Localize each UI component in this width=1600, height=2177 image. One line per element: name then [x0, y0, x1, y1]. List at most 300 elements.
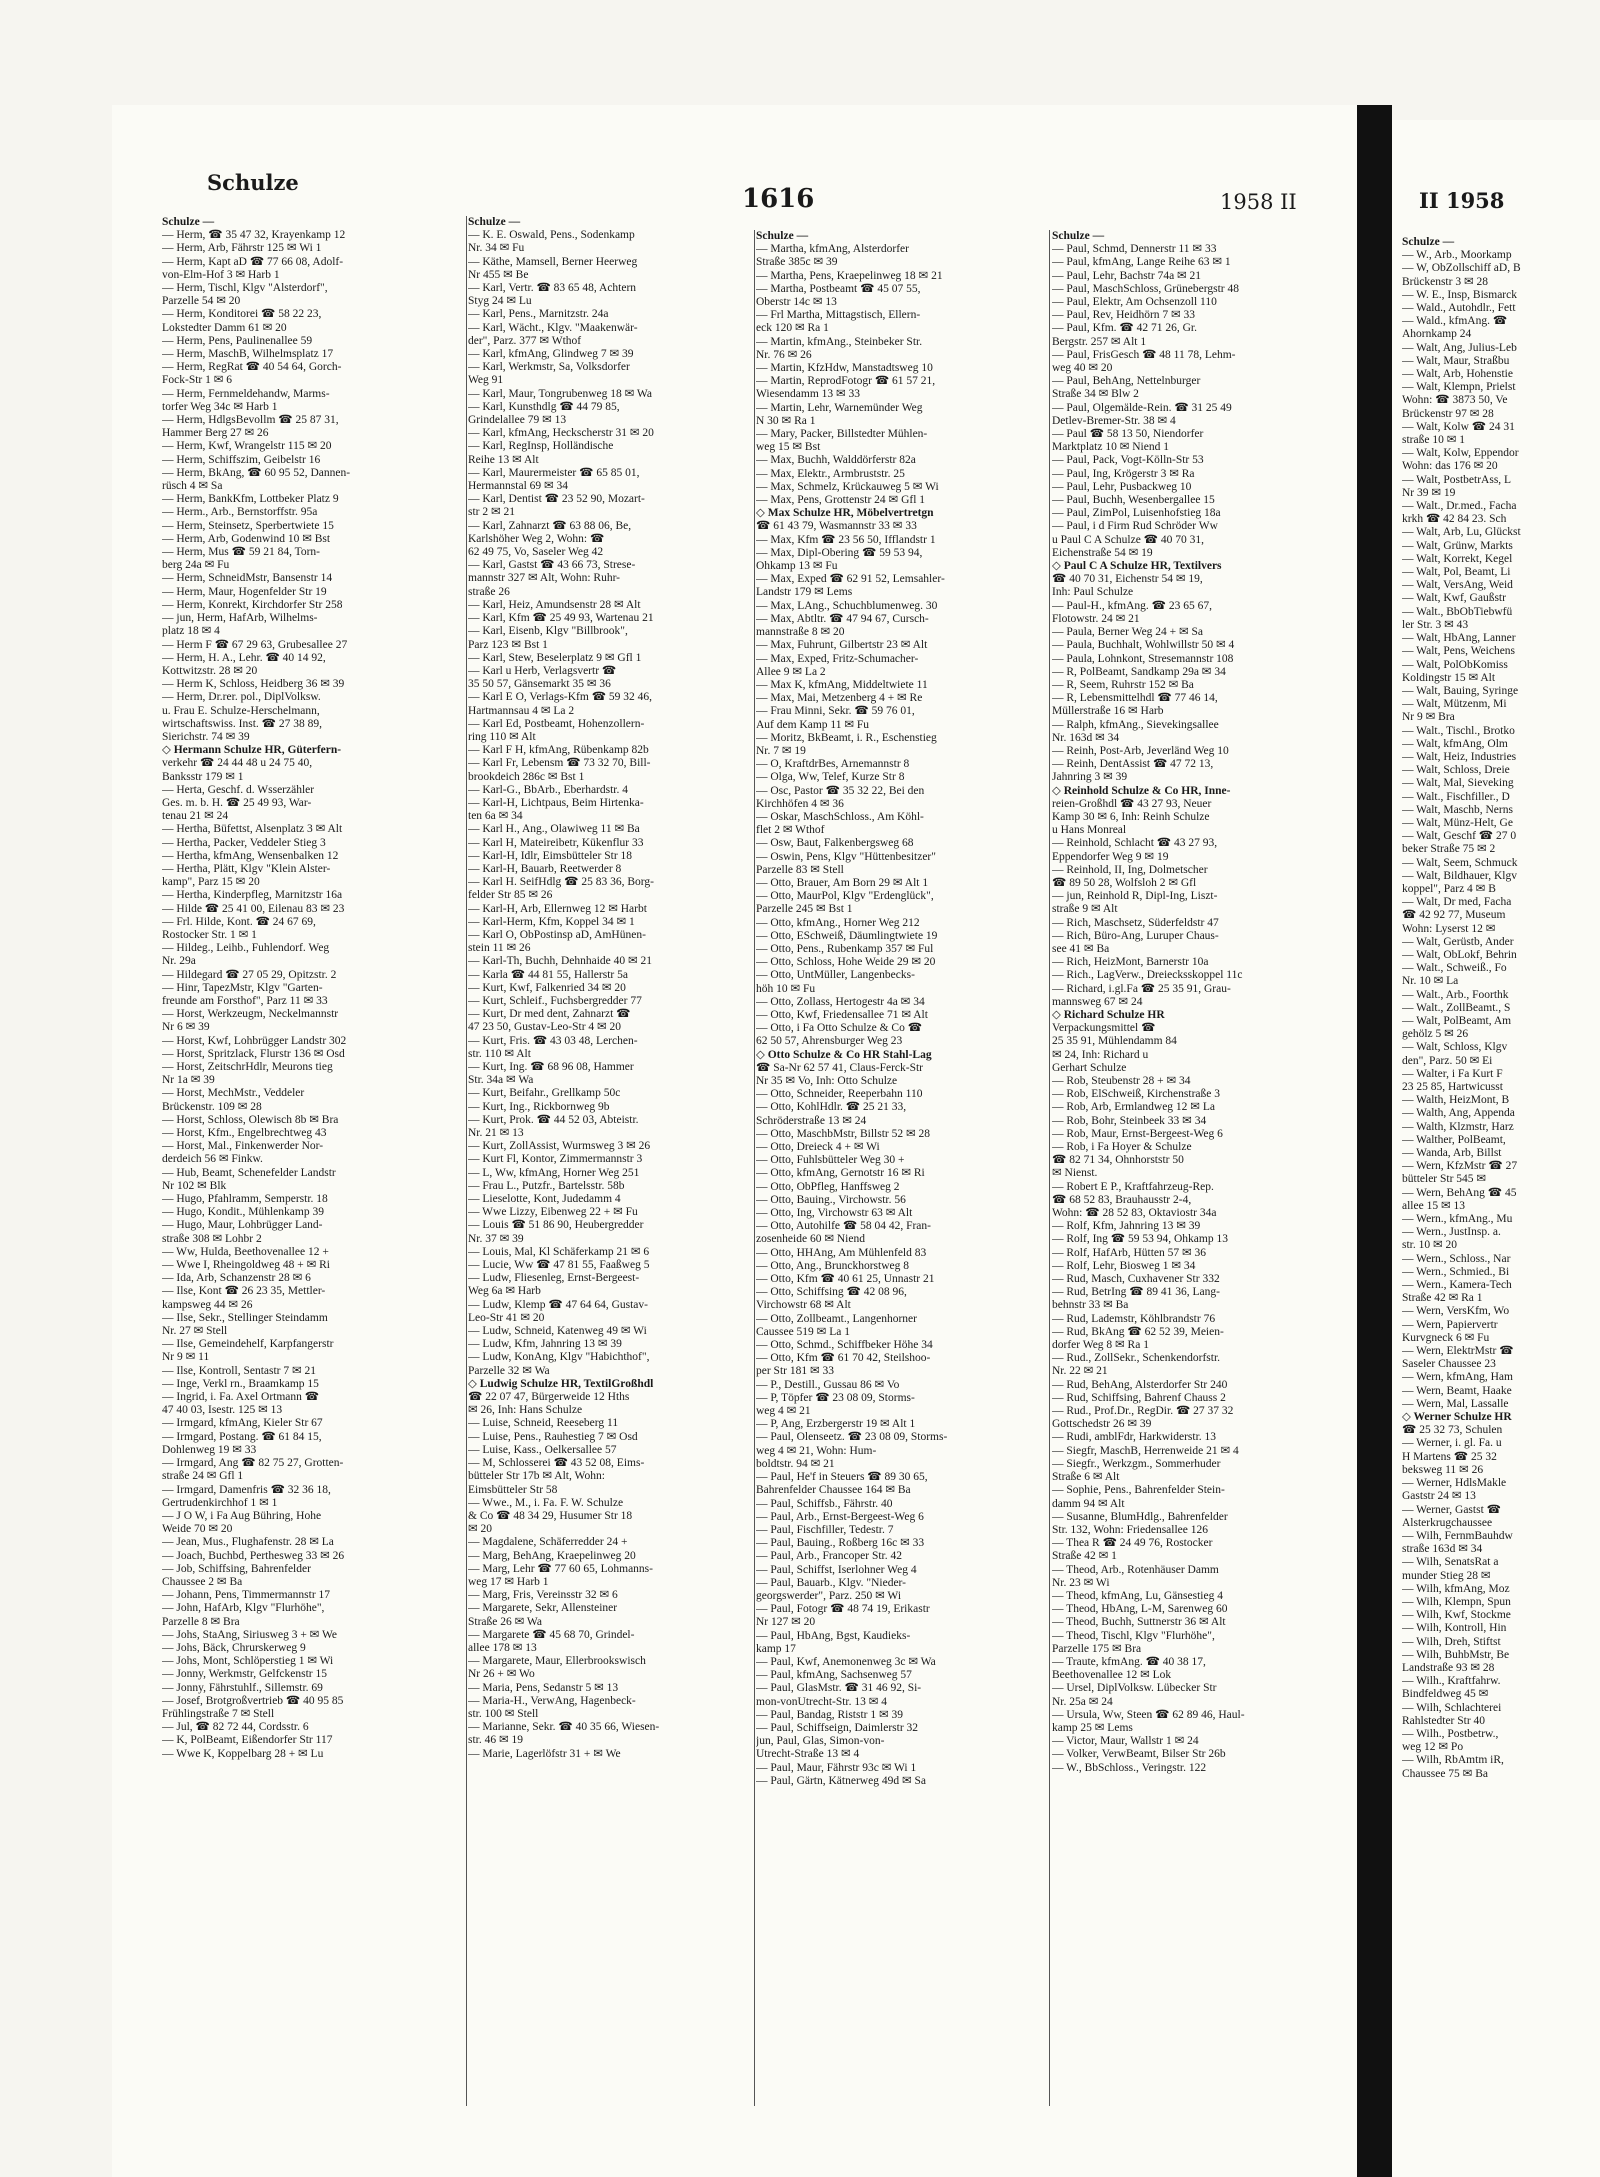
- directory-entry-line: — R, PolBeamt, Sandkamp 29a ✉ 34: [1052, 665, 1226, 678]
- directory-entry-line: Oberstr 14c ✉ 13: [756, 296, 837, 309]
- directory-entry-line: — Paul, Schiffsb., Fährstr. 40: [756, 1497, 893, 1510]
- directory-entry-line: allee 178 ✉ 13: [468, 1641, 537, 1654]
- directory-entry-line: gehölz 5 ✉ 26: [1402, 1028, 1469, 1041]
- directory-entry-line: — Rob, Bohr, Steinbeek 33 ✉ 34: [1052, 1114, 1207, 1127]
- directory-entry-line: — Werner, i. gl. Fa. u: [1402, 1437, 1502, 1450]
- directory-entry-line: — Paul, Bandag, Riststr 1 ✉ 39: [756, 1708, 903, 1721]
- directory-entry-line: — Paul, Lehr, Pusbackweg 10: [1052, 480, 1192, 493]
- directory-entry-line: — Richard, i.gl.Fa ☎ 25 35 91, Grau-: [1052, 982, 1231, 995]
- directory-entry-line: — Herm, Dr.rer. pol., DiplVolksw.: [162, 691, 321, 704]
- directory-entry-line: flet 2 ✉ Wthof: [756, 824, 825, 837]
- directory-entry-line: — Walt, Pens, Weichens: [1402, 645, 1516, 658]
- directory-entry-line: Nr. 21 ✉ 13: [468, 1127, 524, 1140]
- directory-entry-line: Styg 24 ✉ Lu: [468, 295, 532, 308]
- directory-entry-line: — Herm, Kwf, Wrangelstr 115 ✉ 20: [162, 440, 332, 453]
- directory-entry-line: — Herm, BankKfm, Lottbeker Platz 9: [162, 493, 339, 506]
- directory-entry-line: Frühlingstraße 7 ✉ Stell: [162, 1707, 275, 1720]
- directory-entry-line: — Herm, Pens, Paulinenallee 59: [162, 334, 313, 347]
- directory-entry-line: — Otto, Autohilfe ☎ 58 04 42, Fran-: [756, 1220, 931, 1233]
- directory-entry-line: Nr. 10 ✉ La: [1402, 975, 1459, 988]
- directory-entry-line: 62 50 57, Ahrensburger Weg 23: [756, 1035, 903, 1048]
- directory-entry-line: Ahornkamp 24: [1402, 328, 1472, 341]
- directory-entry-line: ◇ Max Schulze HR, Möbelvertretgn: [756, 507, 934, 520]
- directory-entry-line: Gerhart Schulze: [1052, 1061, 1127, 1074]
- directory-entry-line: Nr. 37 ✉ 39: [468, 1232, 524, 1245]
- directory-entry-line: — Paul, He'f in Steuers ☎ 89 30 65,: [756, 1471, 928, 1484]
- directory-entry-line: Wiesendamm 13 ✉ 33: [756, 388, 861, 401]
- directory-entry-line: ☎ 22 07 47, Bürgerweide 12 Hths: [468, 1391, 630, 1404]
- directory-entry-line: — Wilh, Kwf, Stockme: [1402, 1609, 1511, 1622]
- directory-entry-line: Reihe 13 ✉ Alt: [468, 453, 539, 466]
- directory-entry-line: — Herm, RegRat ☎ 40 54 64, Gorch-: [162, 361, 342, 374]
- directory-entry-line: — Ida, Arb, Schanzenstr 28 ✉ 6: [162, 1272, 311, 1285]
- directory-entry-line: — Louis ☎ 51 86 90, Heubergredder: [468, 1219, 644, 1232]
- directory-entry-line: — Walt, ObLokf, Behrin: [1402, 948, 1517, 961]
- directory-entry-line: N 30 ✉ Ra 1: [756, 414, 816, 427]
- directory-entry-line: Bahrenfelder Chaussee 164 ✉ Ba: [756, 1484, 911, 1497]
- directory-entry-line: — Paul, Ing, Krögerstr 3 ✉ Ra: [1052, 467, 1195, 480]
- directory-entry-line: Flotowstr. 24 ✉ 21: [1052, 612, 1140, 625]
- directory-entry-line: — Rolf, Lehr, Biosweg 1 ✉ 34: [1052, 1259, 1196, 1272]
- directory-entry-line: — Paul, Fischfiller, Tedestr. 7: [756, 1523, 894, 1536]
- directory-entry-line: per Str 181 ✉ 33: [756, 1365, 834, 1378]
- directory-entry-line: Straße 34 ✉ Blw 2: [1052, 388, 1139, 401]
- directory-entry-line: — Paul, Olgemälde-Rein. ☎ 31 25 49: [1052, 401, 1232, 414]
- directory-entry-line: — Wanda, Arb, Billst: [1402, 1147, 1502, 1160]
- directory-entry-line: kamp 25 ✉ Lems: [1052, 1721, 1133, 1734]
- directory-entry-line: — R, Lebensmittelhdl ☎ 77 46 14,: [1052, 692, 1218, 705]
- directory-entry-line: — Otto, Ang., Brunckhorstweg 8: [756, 1259, 910, 1272]
- directory-entry-line: Grindelallee 79 ✉ 13: [468, 414, 567, 427]
- directory-entry-line: Landstraße 93 ✉ 28: [1402, 1661, 1495, 1674]
- directory-entry-line: — Otto, Kwf, Friedensallee 71 ✉ Alt: [756, 1008, 928, 1021]
- directory-entry-line: str. 46 ✉ 19: [468, 1734, 524, 1747]
- directory-entry-line: — Karl, Eisenb, Klgv "Billbrook",: [468, 625, 628, 638]
- directory-entry-line: — Otto, Kfm ☎ 40 61 25, Unnastr 21: [756, 1273, 935, 1286]
- directory-entry-line: mannsweg 67 ✉ 24: [1052, 995, 1143, 1008]
- directory-entry-line: str. 100 ✉ Stell: [468, 1707, 539, 1720]
- directory-entry-line: — Wilh., Postbetrw.,: [1402, 1727, 1499, 1740]
- directory-entry-line: — Paul, Gärtn, Kätnerweg 49d ✉ Sa: [756, 1774, 926, 1787]
- directory-entry-line: freunde am Forsthof", Parz 11 ✉ 33: [162, 994, 328, 1007]
- directory-entry-line: — Frau Minni, Sekr. ☎ 59 76 01,: [756, 705, 915, 718]
- directory-entry-line: — Karl F H, kfmAng, Rübenkamp 82b: [468, 744, 649, 757]
- directory-entry-line: — Hilde ☎ 25 41 00, Eilenau 83 ✉ 23: [162, 902, 345, 915]
- directory-entry-line: — Karl-G., BbArb., Eberhardstr. 4: [468, 783, 629, 796]
- directory-entry-line: — Herm, Schiffszim, Geibelstr 16: [162, 453, 321, 466]
- directory-entry-line: — Max, Mai, Metzenberg 4 + ✉ Re: [756, 692, 923, 705]
- directory-entry-line: — Horst, ZeitschrHdlr, Meurons tieg: [162, 1061, 333, 1073]
- directory-entry-line: — Karl, Pens., Marnitzstr. 24a: [468, 308, 609, 321]
- directory-entry-line: — Max, Elektr., Armbruststr. 25: [756, 467, 905, 480]
- directory-entry-line: — Paul, Buchh, Wesenbergallee 15: [1052, 494, 1215, 507]
- directory-entry-line: Beethovenallee 12 ✉ Lok: [1052, 1669, 1172, 1682]
- directory-entry-line: — Walt, Heiz, Industries: [1402, 750, 1517, 763]
- directory-entry-line: Eichenstraße 54 ✉ 19: [1052, 546, 1153, 559]
- directory-entry-line: — Paul, Lehr, Bachstr 74a ✉ 21: [1052, 269, 1202, 282]
- column-divider: [466, 216, 467, 2106]
- directory-entry-line: — Herm K, Schloss, Heidberg 36 ✉ 39: [162, 678, 345, 691]
- directory-entry-line: — Karl, Kunsthdlg ☎ 44 79 85,: [468, 400, 620, 413]
- directory-entry-line: Kamp 30 ✉ 6, Inh: Reinh Schulze: [1052, 810, 1210, 823]
- directory-entry-line: — Ilse, Kont ☎ 26 23 35, Mettler-: [162, 1285, 326, 1298]
- directory-entry-line: zosenheide 60 ✉ Niend: [756, 1233, 865, 1246]
- directory-entry-line: Caussee 519 ✉ La 1: [756, 1325, 850, 1338]
- directory-entry-line: — Walth, HeizMont, B: [1402, 1094, 1510, 1107]
- directory-entry-line: — Martin, KfzHdw, Manstadtsweg 10: [756, 362, 933, 375]
- directory-entry-line: straße 10 ✉ 1: [1402, 434, 1465, 447]
- directory-entry-line: Parzelle 83 ✉ Stell: [756, 863, 844, 876]
- directory-entry-line: — Herm, Kapt aD ☎ 77 66 08, Adolf-: [162, 255, 344, 268]
- directory-entry-line: — Walt, Grünw, Markts: [1402, 539, 1513, 552]
- directory-entry-line: — Martha, kfmAng, Alsterdorfer: [756, 243, 909, 256]
- directory-entry-line: brookdeich 286c ✉ Bst 1: [468, 770, 585, 783]
- directory-entry-line: Karlshöher Weg 2, Wohn: ☎: [468, 532, 605, 545]
- directory-entry-line: — Paul, Pack, Vogt-Kölln-Str 53: [1052, 454, 1204, 467]
- directory-entry-line: weg 15 ✉ Bst: [756, 441, 821, 454]
- directory-entry-line: — Rud., ZollSekr., Schenkendorfstr.: [1052, 1352, 1221, 1365]
- directory-entry-line: — Walt, VersAng, Weid: [1402, 579, 1513, 592]
- directory-entry-line: — Louis, Mal, Kl Schäferkamp 21 ✉ 6: [468, 1245, 650, 1258]
- directory-entry-line: ☎ 40 70 31, Eichenstr 54 ✉ 19,: [1052, 573, 1203, 586]
- directory-entry-line: Nr 1a ✉ 39: [162, 1074, 215, 1087]
- directory-entry-line: — Horst, MechMstr., Veddeler: [162, 1087, 305, 1100]
- directory-entry-line: — Johs, Bäck, Chrurskerweg 9: [162, 1641, 306, 1654]
- directory-entry-line: bütteler Str 17b ✉ Alt, Wohn:: [468, 1470, 605, 1483]
- directory-entry-line: — Paul, HbAng, Bgst, Kaudieks-: [756, 1629, 911, 1642]
- directory-entry-line: kamp", Parz 15 ✉ 20: [162, 876, 260, 889]
- directory-entry-line: u Paul C A Schulze ☎ 40 70 31,: [1052, 533, 1205, 546]
- directory-entry-line: — Kurt, Ing. ☎ 68 96 08, Hammer: [468, 1061, 634, 1073]
- directory-entry-line: — Karl-H, Lichtpaus, Beim Hirtenka-: [468, 796, 644, 809]
- directory-entry-line: — Walt., BbObTiebwfü: [1402, 605, 1513, 618]
- directory-entry-line: Virchowstr 68 ✉ Alt: [756, 1299, 851, 1312]
- directory-entry-line: Hartmannsau 4 ✉ La 2: [468, 704, 575, 717]
- directory-entry-line: — Theod, Buchh, Suttnerstr 36 ✉ Alt: [1052, 1616, 1226, 1629]
- directory-entry-line: Nr. 29a: [162, 955, 196, 968]
- directory-entry-line: — Walt, Bildhauer, Klgv: [1402, 869, 1517, 882]
- directory-entry-line: — Margarete, Maur, Ellerbrookswisch: [468, 1655, 646, 1668]
- directory-entry-line: Alsterkrugchaussee: [1402, 1516, 1493, 1529]
- directory-entry-line: — Victor, Maur, Wallstr 1 ✉ 24: [1052, 1735, 1199, 1748]
- directory-entry-line: Detlev-Bremer-Str. 38 ✉ 4: [1052, 414, 1176, 427]
- directory-entry-line: — Walt, HbAng, Lanner: [1402, 632, 1516, 645]
- directory-entry-line: Gottschedstr 26 ✉ 39: [1052, 1418, 1152, 1431]
- directory-entry-line: — Theod, HbAng, L-M, Sarenweg 60: [1052, 1603, 1228, 1616]
- directory-entry-line: weg 17 ✉ Harb 1: [468, 1575, 549, 1588]
- directory-entry-line: ✉ Nienst.: [1052, 1167, 1098, 1180]
- directory-entry-line: — Rob, Maur, Ernst-Bergeest-Weg 6: [1052, 1127, 1223, 1140]
- directory-entry-line: Allee 9 ✉ La 2: [756, 665, 826, 678]
- directory-entry-line: — Herm, MaschB, Wilhelmsplatz 17: [162, 348, 334, 361]
- directory-entry-line: — Paula, Berner Weg 24 + ✉ Sa: [1052, 626, 1204, 639]
- directory-entry-line: — Hertha, Büfettst, Alsenplatz 3 ✉ Alt: [162, 823, 343, 836]
- directory-entry-line: — Wern, ElektrMstr ☎: [1402, 1345, 1514, 1358]
- directory-entry-line: — Karla ☎ 44 81 55, Hallerstr 5a: [468, 968, 628, 981]
- directory-entry-line: ☎ 61 43 79, Wasmannstr 33 ✉ 33: [756, 520, 917, 533]
- column-heading: Schulze —: [1402, 236, 1455, 248]
- directory-entry-line: damm 94 ✉ Alt: [1052, 1497, 1125, 1510]
- directory-entry-line: Koldingstr 15 ✉ Alt: [1402, 671, 1496, 684]
- directory-entry-line: — Wern., Schloss., Nar: [1402, 1252, 1511, 1265]
- directory-entry-line: — Thea R ☎ 24 49 76, Rostocker: [1052, 1537, 1213, 1550]
- right-page-header: II 1958: [1419, 188, 1505, 213]
- directory-entry-line: Nr 9 ✉ Bra: [1402, 711, 1455, 724]
- column-divider: [1049, 230, 1050, 2106]
- directory-entry-line: — Otto, kfmAng, Gernotstr 16 ✉ Ri: [756, 1167, 925, 1180]
- directory-entry-line: — Reinh, Post-Arb, Jeverländ Weg 10: [1052, 744, 1229, 757]
- directory-entry-line: Sierichstr. 74 ✉ 39: [162, 730, 250, 743]
- directory-entry-line: — Wwe., M., i. Fa. F. W. Schulze: [468, 1496, 624, 1509]
- directory-entry-line: — Frl Martha, Mittagstisch, Ellern-: [756, 309, 921, 322]
- directory-entry-line: — Ludw, Kfm, Jahnring 13 ✉ 39: [468, 1338, 622, 1351]
- directory-entry-line: — Otto, ESchweiß, Däumlingtwiete 19: [756, 929, 938, 942]
- directory-entry-line: — Walth, Klzmstr, Harz: [1402, 1120, 1514, 1133]
- directory-entry-line: Nr. 25a ✉ 24: [1052, 1695, 1113, 1708]
- directory-entry-line: — Johs, StaAng, Siriusweg 3 + ✉ We: [162, 1628, 338, 1641]
- directory-entry-line: — Mary, Packer, Billstedter Mühlen-: [756, 428, 928, 441]
- directory-entry-line: str 2 ✉ 21: [468, 506, 516, 519]
- directory-entry-line: — Rob, i Fa Hoyer & Schulze: [1052, 1141, 1192, 1154]
- directory-entry-line: weg 12 ✉ Po: [1402, 1741, 1464, 1754]
- directory-entry-line: — Karl, Wächt., Klgv. "Maakenwär-: [468, 321, 638, 334]
- directory-entry-line: — Herta, Geschf. d. Wsserzähler: [162, 783, 315, 796]
- directory-entry-line: — Walt, PolObKomiss: [1402, 658, 1508, 671]
- directory-entry-line: — Rich, Maschsetz, Süderfeldstr 47: [1052, 916, 1219, 929]
- directory-entry-line: — Karl, Vertr. ☎ 83 65 48, Achtern: [468, 282, 637, 295]
- directory-entry-line: — Hertha, kfmAng, Wensenbalken 12: [162, 849, 339, 862]
- directory-entry-line: Parzelle 54 ✉ 20: [162, 295, 241, 308]
- directory-entry-line: Eimsbütteler Str 58: [468, 1483, 558, 1496]
- directory-entry-line: — Horst, Mal., Finkenwerder Nor-: [162, 1140, 324, 1153]
- directory-entry-line: — Kurt, Dr med dent, Zahnarzt ☎: [468, 1008, 631, 1021]
- directory-entry-line: — Frl. Hilde, Kont. ☎ 24 67 69,: [162, 915, 316, 928]
- directory-entry-line: — Walt, PolBeamt, Am: [1402, 1014, 1512, 1027]
- directory-entry-line: — Walt, Mützenm, Mi: [1402, 698, 1507, 711]
- directory-entry-line: koppel", Parz 4 ✉ B: [1402, 882, 1496, 895]
- directory-entry-line: — Oskar, MaschSchloss., Am Köhl-: [756, 810, 924, 823]
- directory-entry-line: — Ww, Hulda, Beethovenallee 12 +: [162, 1245, 329, 1258]
- directory-entry-line: — Walt, kfmAng, Olm: [1402, 737, 1508, 750]
- directory-entry-line: Landstr 179 ✉ Lems: [756, 586, 853, 599]
- directory-entry-line: ✉ 20: [468, 1523, 493, 1536]
- directory-entry-line: — Hub, Beamt, Schenefelder Landstr: [162, 1166, 336, 1179]
- directory-entry-line: — K, PolBeamt, Eißendorfer Str 117: [162, 1734, 333, 1747]
- directory-entry-line: — Wwe Lizzy, Eibenweg 22 + ✉ Fu: [468, 1206, 638, 1219]
- directory-entry-line: Straße 385c ✉ 39: [756, 256, 838, 269]
- directory-entry-line: Chaussee 75 ✉ Ba: [1402, 1767, 1488, 1780]
- directory-entry-line: — Karl, Gastst ☎ 43 66 73, Strese-: [468, 559, 636, 572]
- directory-entry-line: — Siegfr, MaschB, Herrenweide 21 ✉ 4: [1052, 1444, 1239, 1457]
- directory-entry-line: — Paul, Schmd, Dennerstr 11 ✉ 33: [1052, 243, 1217, 256]
- directory-entry-line: — J O W, i Fa Aug Bühring, Hohe: [162, 1509, 322, 1522]
- directory-entry-line: — Walt., Fischfiller., D: [1402, 790, 1510, 803]
- directory-entry-line: — Sophie, Pens., Bahrenfelder Stein-: [1052, 1484, 1225, 1497]
- directory-entry-line: — Reinh, DentAssist ☎ 47 72 13,: [1052, 758, 1214, 771]
- directory-entry-line: — Rich, Büro-Ang, Luruper Chaus-: [1052, 929, 1219, 942]
- directory-entry-line: — Karl H. SeifHdlg ☎ 25 83 36, Borg-: [468, 876, 654, 889]
- directory-entry-line: — Karl-Th, Buchh, Dehnhaide 40 ✉ 21: [468, 955, 653, 968]
- directory-entry-line: — Paul, GlasMstr. ☎ 31 46 92, Si-: [756, 1682, 922, 1695]
- directory-entry-line: — Walt, Geschf ☎ 27 0: [1402, 830, 1517, 843]
- directory-entry-line: — Otto, Schmd., Schiffbeker Höhe 34: [756, 1339, 933, 1352]
- directory-entry-line: — Kurt, Ing., Rickbornweg 9b: [468, 1100, 610, 1113]
- directory-entry-line: georgswerder", Parz. 250 ✉ Wi: [756, 1589, 902, 1602]
- directory-entry-line: — Walt, Korrekt, Kegel: [1402, 552, 1513, 565]
- directory-entry-line: — P, Ang, Erzbergerstr 19 ✉ Alt 1: [756, 1418, 916, 1431]
- directory-entry-line: — Luise, Kass., Oelkersallee 57: [468, 1443, 617, 1456]
- directory-entry-line: felder Str 85 ✉ 26: [468, 889, 553, 902]
- directory-entry-line: — Reinhold, Schlacht ☎ 43 27 93,: [1052, 837, 1218, 850]
- directory-entry-line: — Ilse, Sekr., Stellinger Steindamm: [162, 1311, 328, 1324]
- directory-entry-line: — K. E. Oswald, Pens., Sodenkamp: [468, 229, 635, 242]
- directory-entry-line: 35 50 57, Gänsemarkt 35 ✉ 36: [468, 678, 611, 691]
- directory-entry-line: — Karl u Herb, Verlagsvertr ☎: [468, 664, 617, 677]
- directory-entry-line: — Frau L., Putzfr., Bartelsstr. 58b: [468, 1179, 625, 1192]
- directory-entry-line: der", Parz. 377 ✉ Wthof: [468, 334, 582, 347]
- directory-entry-line: — Maria, Pens, Sedanstr 5 ✉ 13: [468, 1681, 619, 1694]
- directory-entry-line: — Herm., Arb., Bernstorffstr. 95a: [162, 506, 318, 519]
- directory-entry-line: — P., Destill., Gussau 86 ✉ Vo: [756, 1378, 900, 1391]
- directory-entry-line: — Herm F ☎ 67 29 63, Grubesallee 27: [162, 638, 348, 651]
- directory-entry-line: — Rud, Lademstr, Köhlbrandstr 76: [1052, 1312, 1216, 1325]
- directory-entry-line: — Walt., ZollBeamt., S: [1402, 1001, 1511, 1014]
- directory-entry-line: — Ilse, Kontroll, Sentastr 7 ✉ 21: [162, 1364, 317, 1377]
- directory-entry-line: — Wald., Autohdlr., Fett: [1402, 302, 1516, 315]
- directory-entry-line: Chaussee 2 ✉ Ba: [162, 1575, 243, 1588]
- directory-entry-line: — Osc, Pastor ☎ 35 32 22, Bei den: [756, 784, 925, 797]
- directory-entry-line: — Wilh, Kontroll, Hin: [1402, 1622, 1507, 1635]
- directory-entry-line: Bergstr. 257 ✉ Alt 1: [1052, 335, 1147, 348]
- directory-entry-line: — Josef, Brotgroßvertrieb ☎ 40 95 85: [162, 1694, 344, 1707]
- directory-entry-line: H Martens ☎ 25 32: [1402, 1450, 1497, 1463]
- directory-entry-line: — Herm, Konrekt, Kirchdorfer Str 258: [162, 598, 343, 611]
- directory-entry-line: Straße 26 ✉ Wa: [468, 1615, 542, 1628]
- directory-entry-line: — Kurt, Beifahr., Grellkamp 50c: [468, 1087, 621, 1100]
- directory-entry-line: — Otto, Pens., Rubenkamp 357 ✉ Ful: [756, 942, 934, 955]
- directory-entry-line: — Karl, Dentist ☎ 23 52 90, Mozart-: [468, 493, 645, 506]
- directory-entry-line: Hermannstal 69 ✉ 34: [468, 480, 569, 493]
- directory-entry-line: Kottwitzstr. 28 ✉ 20: [162, 664, 258, 677]
- directory-entry-line: — Paul, Rev, Heidhörn 7 ✉ 33: [1052, 309, 1196, 322]
- directory-entry-line: mannstraße 8 ✉ 20: [756, 626, 845, 639]
- directory-entry-line: — Siegfr., Werkzgm., Sommerhuder: [1052, 1457, 1221, 1470]
- directory-entry-line: Parz 123 ✉ Bst 1: [468, 638, 548, 651]
- page-year: 1958 II: [1220, 190, 1297, 214]
- directory-entry-line: — Otto, Zollbeamt., Langenhorner: [756, 1312, 917, 1325]
- directory-entry-line: — Lieselotte, Kont, Judedamm 4: [468, 1193, 621, 1206]
- directory-entry-line: Ges. m. b. H. ☎ 25 49 93, War-: [162, 796, 312, 809]
- directory-entry-line: — Werner, Gastst ☎: [1402, 1503, 1501, 1516]
- directory-entry-line: — Osw, Baut, Falkenbergsweg 68: [756, 837, 914, 850]
- directory-entry-line: — Wilh, RbAmtm iR,: [1402, 1754, 1504, 1767]
- directory-entry-line: Nr 39 ✉ 19: [1402, 486, 1456, 499]
- directory-entry-line: — Ingrid, i. Fa. Axel Ortmann ☎: [162, 1391, 320, 1404]
- directory-entry-line: — Otto, MaschbMstr, Billstr 52 ✉ 28: [756, 1127, 931, 1140]
- directory-entry-line: — Paula, Lohnkont, Stresemannstr 108: [1052, 652, 1234, 665]
- directory-entry-line: Nr. 34 ✉ Fu: [468, 242, 525, 255]
- directory-entry-line: — Paul, kfmAng, Sachsenweg 57: [756, 1669, 912, 1682]
- directory-entry-line: — Hertha, Packer, Veddeler Stieg 3: [162, 836, 326, 849]
- directory-entry-line: höh 10 ✉ Fu: [756, 982, 816, 995]
- directory-entry-line: — Martin, kfmAng., Steinbeker Str.: [756, 335, 923, 348]
- directory-entry-line: — W. E., Insp, Bismarck: [1402, 288, 1517, 301]
- directory-entry-line: — Paul, Schiffst, Iserlohner Weg 4: [756, 1563, 917, 1576]
- directory-entry-line: — Herm, Mus ☎ 59 21 84, Torn-: [162, 546, 321, 559]
- directory-entry-line: Utrecht-Straße 13 ✉ 4: [756, 1748, 860, 1761]
- directory-entry-line: — Jonny, Werkmstr, Gelfckenstr 15: [162, 1668, 328, 1681]
- directory-entry-line: — Hertha, Plätt, Klgv "Klein Alster-: [162, 862, 331, 875]
- directory-entry-line: Str. 132, Wohn: Friedensallee 126: [1052, 1523, 1209, 1536]
- directory-entry-line: — R, Seem, Ruhrstr 152 ✉ Ba: [1052, 678, 1194, 691]
- directory-entry-line: — Jul, ☎ 82 72 44, Cordsstr. 6: [162, 1721, 309, 1734]
- column-4: [1052, 230, 1342, 2106]
- directory-entry-line: Wohn: Lyserst 12 ✉: [1402, 922, 1496, 935]
- directory-entry-line: Jahnring 3 ✉ 39: [1052, 771, 1128, 784]
- directory-entry-line: — Max, Kfm ☎ 23 56 50, Ifflandstr 1: [756, 533, 936, 546]
- directory-entry-line: — Max K, kfmAng, Middeltwiete 11: [756, 678, 928, 691]
- directory-entry-line: platz 18 ✉ 4: [162, 625, 220, 638]
- directory-entry-line: Schröderstraße 13 ✉ 24: [756, 1114, 867, 1127]
- directory-entry-line: — Wern., Schmied., Bi: [1402, 1265, 1510, 1278]
- directory-entry-line: Lokstedter Damm 61 ✉ 20: [162, 321, 287, 334]
- directory-entry-line: — Ilse, Gemeindehelf, Karpfangerstr: [162, 1338, 334, 1351]
- directory-entry-line: — Walt, Arb, Lu, Glückst: [1402, 526, 1521, 539]
- column-divider: [754, 230, 755, 2106]
- directory-entry-line: — L, Ww, kfmAng, Horner Weg 251: [468, 1166, 640, 1179]
- directory-entry-line: — Otto, i Fa Otto Schulze & Co ☎: [756, 1022, 923, 1035]
- directory-entry-line: tenau 21 ✉ 24: [162, 810, 229, 823]
- directory-entry-line: kampsweg 44 ✉ 26: [162, 1298, 253, 1311]
- directory-entry-line: Parzelle 175 ✉ Bra: [1052, 1642, 1142, 1655]
- directory-entry-line: — Rud, BkAng ☎ 62 52 39, Meien-: [1052, 1325, 1224, 1338]
- directory-entry-line: — Otto, Dreieck 4 + ✉ Wi: [756, 1141, 880, 1154]
- directory-entry-line: — Paul ☎ 58 13 50, Niendorfer: [1052, 428, 1204, 441]
- directory-entry-line: — Margarete ☎ 45 68 70, Grindel-: [468, 1628, 635, 1641]
- directory-entry-line: — Otto, Brauer, Am Born 29 ✉ Alt 1: [756, 876, 929, 889]
- directory-entry-line: Ohkamp 13 ✉ Fu: [756, 560, 838, 573]
- directory-entry-line: — Max, Exped ☎ 62 91 52, Lemsahler-: [756, 573, 945, 586]
- directory-entry-line: bütteler Str 545 ✉: [1402, 1173, 1487, 1186]
- directory-entry-line: Saseler Chaussee 23: [1402, 1358, 1496, 1371]
- directory-entry-line: — Olga, Ww, Telef, Kurze Str 8: [756, 771, 905, 784]
- directory-entry-line: — Martin, Lehr, Warnemünder Weg: [756, 401, 923, 414]
- directory-entry-line: — Johs, Mont, Schlöperstieg 1 ✉ Wi: [162, 1655, 334, 1668]
- column-1: [162, 216, 467, 2106]
- directory-entry-line: — Käthe, Mamsell, Berner Heerweg: [468, 255, 638, 268]
- directory-entry-line: ☎ 25 32 73, Schulen: [1402, 1424, 1503, 1437]
- directory-entry-line: — Karl-H, Idlr, Eimsbütteler Str 18: [468, 849, 633, 862]
- directory-entry-line: Rostocker Str. 1 ✉ 1: [162, 928, 257, 941]
- directory-entry-line: 23 25 85, Hartwicusst: [1402, 1081, 1503, 1093]
- directory-entry-line: — Herm, Konditorei ☎ 58 22 23,: [162, 308, 322, 321]
- directory-entry-line: — Paul, Kwf, Anemonenweg 3c ✉ Wa: [756, 1655, 936, 1668]
- directory-entry-line: munder Stieg 28 ✉: [1402, 1569, 1491, 1582]
- directory-entry-line: — Robert E P., Kraftfahrzeug-Rep.: [1052, 1180, 1214, 1193]
- directory-entry-line: — Herm, H. A., Lehr. ☎ 40 14 92,: [162, 651, 326, 664]
- directory-entry-line: rüsch 4 ✉ Sa: [162, 480, 223, 493]
- directory-entry-line: — Theod, Arb., Rotenhäuser Damm: [1052, 1563, 1219, 1576]
- directory-entry-line: Nr. 7 ✉ 19: [756, 744, 806, 757]
- directory-entry-line: Nr 26 + ✉ Wo: [468, 1668, 535, 1681]
- directory-entry-line: Dohlenweg 19 ✉ 33: [162, 1443, 257, 1456]
- directory-entry-line: — Max, Fuhrunt, Gilbertstr 23 ✉ Alt: [756, 639, 928, 652]
- directory-entry-line: — Rob, ElSchweiß, Kirchenstraße 3: [1052, 1088, 1220, 1101]
- directory-entry-line: — Karl, Maurermeister ☎ 65 85 01,: [468, 466, 640, 479]
- directory-entry-line: — Horst, Kwf, Lohbrügger Landstr 302: [162, 1034, 347, 1047]
- directory-entry-line: Banksstr 179 ✉ 1: [162, 770, 244, 783]
- directory-entry-line: — Karl-H, Arb, Ellernweg 12 ✉ Harbt: [468, 902, 647, 915]
